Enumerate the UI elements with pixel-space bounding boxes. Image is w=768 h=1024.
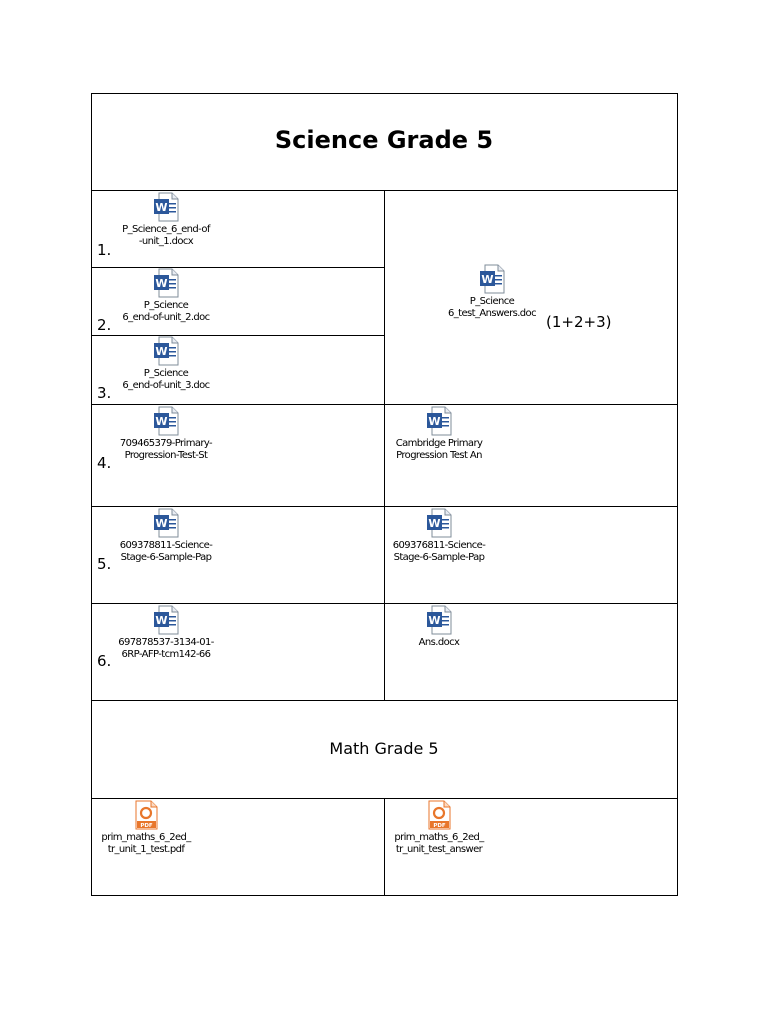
svg-text:W: W: [155, 345, 168, 358]
file-name: 6_end-of-unit_2.doc: [122, 312, 210, 323]
attachment-science-unit-1[interactable]: [116, 192, 216, 248]
attachment-sample-paper[interactable]: [116, 508, 216, 564]
row-number: 6.: [97, 652, 112, 670]
file-name: 609378811-Science-: [119, 540, 213, 551]
table-border-top: [91, 93, 678, 94]
word-document-icon: [426, 605, 452, 635]
svg-text:PDF: PDF: [433, 823, 446, 829]
section-title: Math Grade 5: [329, 739, 439, 758]
row-number: 4.: [97, 454, 112, 472]
file-name: prim_maths_6_2ed_: [394, 832, 484, 843]
file-name: 6_test_Answers.doc: [448, 308, 536, 319]
attachment-ans[interactable]: [389, 605, 489, 649]
file-name: -unit_1.docx: [138, 236, 194, 247]
word-document-icon: [426, 508, 452, 538]
svg-text:W: W: [155, 277, 168, 290]
word-document-icon: [153, 192, 179, 222]
file-name: Stage-6-Sample-Pap: [120, 552, 212, 563]
svg-text:W: W: [155, 415, 168, 428]
table-border-left: [91, 93, 92, 896]
column-divider: [384, 798, 385, 896]
file-name: Progression-Test-St: [124, 450, 208, 461]
svg-text:W: W: [428, 614, 441, 627]
word-document-icon: [479, 264, 505, 294]
svg-text:W: W: [428, 517, 441, 530]
word-document-icon: [153, 336, 179, 366]
attachment-sample-paper-answers[interactable]: [389, 508, 489, 564]
answers-note: (1+2+3): [546, 313, 612, 331]
svg-text:W: W: [428, 415, 441, 428]
row-number: 2.: [97, 316, 112, 334]
file-name: tr_unit_test_answer: [395, 844, 483, 855]
word-document-icon: [153, 268, 179, 298]
word-document-icon: [153, 605, 179, 635]
table-border-right: [677, 93, 678, 896]
word-document-icon: [426, 406, 452, 436]
file-name: 6_end-of-unit_3.doc: [122, 380, 210, 391]
file-name: Cambridge Primary: [395, 438, 483, 449]
svg-text:W: W: [481, 273, 494, 286]
file-name: Progression Test An: [396, 450, 482, 461]
svg-text:W: W: [155, 201, 168, 214]
pdf-document-icon: [426, 800, 452, 830]
attachment-science-unit-3[interactable]: [116, 336, 216, 392]
column-divider: [384, 190, 385, 701]
file-name: Stage-6-Sample-Pap: [393, 552, 485, 563]
attachment-rp-afp[interactable]: [116, 605, 216, 661]
attachment-progression-test-answers[interactable]: [389, 406, 489, 462]
file-name: tr_unit_1_test.pdf: [107, 844, 185, 855]
attachment-maths-unit-1-test[interactable]: [96, 800, 196, 856]
svg-text:PDF: PDF: [140, 823, 153, 829]
file-name: P_Science: [143, 300, 189, 311]
page-title: Science Grade 5: [274, 126, 494, 154]
svg-text:W: W: [155, 517, 168, 530]
pdf-document-icon: [133, 800, 159, 830]
file-name: prim_maths_6_2ed_: [101, 832, 191, 843]
file-name: 709465379-Primary-: [119, 438, 213, 449]
file-name: P_Science_6_end-of: [122, 224, 210, 235]
file-name: 609376811-Science-: [392, 540, 486, 551]
attachment-science-unit-2[interactable]: [116, 268, 216, 324]
file-name: P_Science: [143, 368, 189, 379]
row-number: 1.: [97, 241, 112, 259]
attachment-progression-test[interactable]: [116, 406, 216, 462]
word-document-icon: [153, 508, 179, 538]
svg-text:W: W: [155, 614, 168, 627]
attachment-test-answers[interactable]: [442, 264, 542, 320]
attachment-maths-test-answers[interactable]: [389, 800, 489, 856]
file-name: 697878537-3134-01-: [118, 637, 214, 648]
file-name: Ans.docx: [418, 637, 460, 648]
row-number: 5.: [97, 555, 112, 573]
row-number: 3.: [97, 384, 112, 402]
word-document-icon: [153, 406, 179, 436]
file-name: 6RP-AFP-tcm142-66: [121, 649, 211, 660]
file-name: P_Science: [469, 296, 515, 307]
